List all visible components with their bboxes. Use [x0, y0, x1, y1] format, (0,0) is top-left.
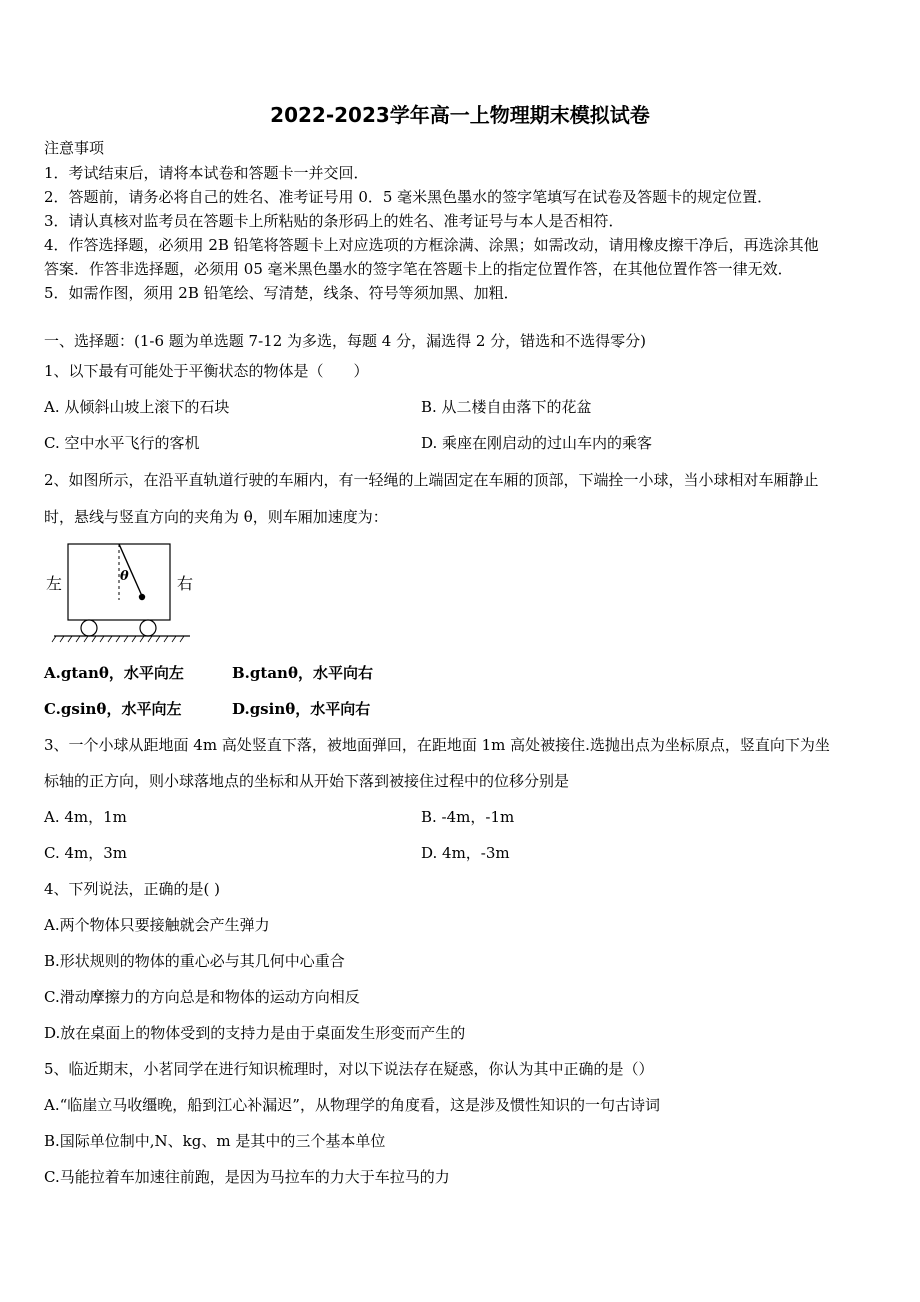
question-3-stem: 3、一个小球从距地面 4m 高处竖直下落，被地面弹回，在距地面 1m 高处被接住.选抛出点为坐标原点，竖直向下为坐	[44, 736, 830, 754]
notice-heading: 注意事项	[44, 139, 105, 157]
ground-hatch	[52, 636, 184, 642]
q1-option-b: B. 从二楼自由落下的花盆	[421, 398, 592, 416]
question-3-stem-cont: 标轴的正方向，则小球落地点的坐标和从开始下落到被接住过程中的位移分别是	[44, 772, 570, 790]
left-wheel	[81, 620, 97, 636]
section-heading: 一、选择题：(1-6 题为单选题 7-12 为多选，每题 4 分，漏选得 2 分，错选和不选得零分)	[44, 332, 647, 350]
question-5-stem: 5、临近期末，小茗同学在进行知识梳理时，对以下说法存在疑惑，你认为其中正确的是（）	[44, 1060, 654, 1078]
q5-option-a: A.“临崖立马收缰晚，船到江心补漏迟”，从物理学的角度看，这是涉及惯性知识的一句古诗词	[44, 1096, 660, 1114]
q4-option-c: C.滑动摩擦力的方向总是和物体的运动方向相反	[44, 988, 360, 1006]
question-4-stem: 4、下列说法，正确的是( )	[44, 880, 221, 898]
notice-item: 2．答题前，请务必将自己的姓名、准考证号用 0．5 毫米黑色墨水的签字笔填写在试卷及答题卡的规定位置．	[44, 188, 773, 206]
q2-option-c: C.gsinθ，水平向左	[44, 700, 182, 718]
q2-option-d: D.gsinθ，水平向右	[232, 700, 371, 718]
q1-option-a: A. 从倾斜山坡上滚下的石块	[44, 398, 230, 416]
question-1-stem: 1、以下最有可能处于平衡状态的物体是（ ）	[44, 362, 369, 380]
notice-item: 1．考试结束后，请将本试卷和答题卡一并交回．	[44, 164, 369, 182]
page-title: 2022-2023学年高一上物理期末模拟试卷	[270, 103, 650, 127]
q3-option-b: B. -4m，-1m	[421, 808, 515, 826]
notice-item: 答案．作答非选择题，必须用 05 毫米黑色墨水的签字笔在答题卡上的指定位置作答，在其他位置作答一律无效．	[44, 260, 793, 278]
q5-option-b: B.国际单位制中,N、kg、m 是其中的三个基本单位	[44, 1132, 386, 1150]
fig-left-label: 左	[46, 574, 63, 593]
q3-option-d: D. 4m，-3m	[421, 844, 510, 862]
q3-option-a: A. 4m，1m	[44, 808, 127, 826]
q2-option-b: B.gtanθ，水平向右	[232, 664, 373, 682]
notice-item: 4．作答选择题，必须用 2B 铅笔将答题卡上对应选项的方框涂满、涂黑；如需改动，请用橡皮擦干净后，再选涂其他	[44, 236, 819, 254]
q4-option-b: B.形状规则的物体的重心必与其几何中心重合	[44, 952, 345, 970]
q5-option-c: C.马能拉着车加速往前跑，是因为马拉车的力大于车拉马的力	[44, 1168, 450, 1186]
fig-right-label: 右	[177, 574, 194, 593]
q2-option-a: A.gtanθ，水平向左	[44, 664, 184, 682]
right-wheel	[140, 620, 156, 636]
question-2-stem: 2、如图所示，在沿平直轨道行驶的车厢内，有一轻绳的上端固定在车厢的顶部，下端拴一小球，当小球相对车厢静止	[44, 471, 819, 489]
q4-option-d: D.放在桌面上的物体受到的支持力是由于桌面发生形变而产生的	[44, 1024, 466, 1042]
q4-option-a: A.两个物体只要接触就会产生弹力	[44, 916, 270, 934]
q3-option-c: C. 4m，3m	[44, 844, 128, 862]
train-car-diagram	[44, 540, 204, 650]
ball	[139, 594, 145, 600]
question-2-stem-cont: 时，悬线与竖直方向的夹角为 θ，则车厢加速度为：	[44, 508, 388, 526]
q1-option-d: D. 乘座在刚启动的过山车内的乘客	[421, 434, 653, 452]
notice-item: 3．请认真核对监考员在答题卡上所粘贴的条形码上的姓名、准考证号与本人是否相符．	[44, 212, 624, 230]
notice-item: 5．如需作图，须用 2B 铅笔绘、写清楚，线条、符号等须加黑、加粗．	[44, 284, 519, 302]
q1-option-c: C. 空中水平飞行的客机	[44, 434, 200, 452]
theta-label: θ	[120, 569, 129, 584]
